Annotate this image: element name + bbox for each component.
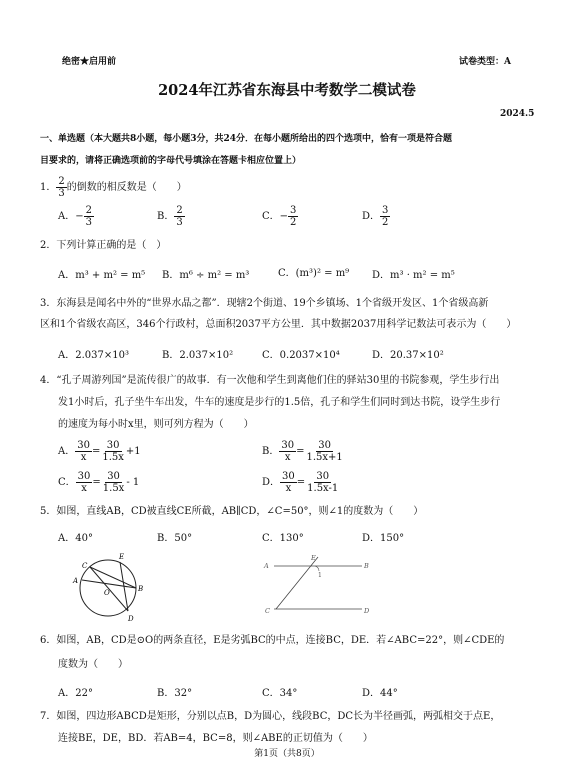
question-2 bbox=[40, 239, 166, 252]
q2-option-d[interactable] bbox=[372, 266, 455, 281]
page-title: 2024年江苏省东海县中考数学二模试卷 bbox=[158, 82, 416, 99]
q5-option-d[interactable] bbox=[362, 529, 404, 544]
option-label: A． bbox=[58, 688, 76, 699]
question-number: 5． bbox=[40, 506, 57, 517]
fraction-denominator: x bbox=[80, 452, 87, 463]
angle-arc bbox=[315, 566, 319, 571]
option-sign: − bbox=[75, 211, 84, 222]
question-3-cont: 区和1个省级农高区，346个行政村，总面积2037平方公里．其中数据2037用科学记数法可表示为（ ） bbox=[40, 319, 517, 330]
question-7 bbox=[40, 710, 500, 723]
option-text: 50° bbox=[174, 533, 193, 544]
option-expression: m³ · m² = m⁵ bbox=[390, 270, 455, 281]
question-4-line3: 的速度为每小时x里，则可列方程为（ ） bbox=[58, 419, 254, 430]
fraction bbox=[279, 440, 296, 463]
label-c: C bbox=[265, 607, 270, 615]
option-tail: - 1 bbox=[126, 477, 140, 488]
q4-option-b[interactable] bbox=[262, 440, 345, 463]
q6-option-a[interactable] bbox=[58, 684, 93, 699]
option-expression: m⁶ ÷ m² = m³ bbox=[179, 270, 250, 281]
fraction-numerator: 30 bbox=[282, 471, 295, 482]
option-label: B． bbox=[157, 688, 175, 699]
option-text: 150° bbox=[380, 533, 405, 544]
option-tail: +1 bbox=[125, 446, 141, 457]
option-label: C． bbox=[278, 268, 296, 279]
fraction-denominator: 1.5x+1 bbox=[306, 452, 343, 463]
fraction-denominator: 2 bbox=[382, 217, 389, 228]
q5-option-c[interactable] bbox=[262, 529, 304, 544]
fraction bbox=[288, 205, 298, 228]
option-text: 40° bbox=[75, 533, 93, 544]
q2-option-b[interactable] bbox=[162, 266, 249, 281]
fraction bbox=[76, 471, 93, 494]
fraction bbox=[100, 440, 126, 463]
option-label: A． bbox=[58, 533, 76, 544]
option-label: B． bbox=[162, 270, 180, 281]
label-b: B bbox=[364, 562, 369, 570]
label-angle-1: 1 bbox=[318, 572, 322, 579]
fraction bbox=[101, 471, 127, 494]
option-label: C． bbox=[262, 211, 280, 222]
option-expression: 20.37×10² bbox=[390, 350, 444, 361]
question-number: 6． bbox=[40, 635, 57, 646]
question-text-line1: “孔子周游列国”是流传很广的故事．有一次他和学生到离他们住的驿站30里的书院参观，学生步行出 bbox=[56, 375, 500, 386]
option-text: 34° bbox=[279, 688, 298, 699]
question-text: 的倒数的相反数是（ ） bbox=[66, 182, 187, 193]
page-footer: 第1页（共8页） bbox=[254, 749, 320, 759]
fraction-denominator: 2 bbox=[290, 217, 297, 228]
section-instructions-line1: 一、单选题（本大题共8小题，每小题3分，共24分．在每小题所给出的四个选项中，恰有一项是符合题 bbox=[40, 134, 453, 144]
fraction bbox=[75, 440, 92, 463]
question-3 bbox=[40, 297, 488, 310]
confidential-label: 绝密★启用前 bbox=[62, 57, 117, 67]
fraction bbox=[56, 176, 66, 199]
fraction-numerator: 30 bbox=[77, 471, 91, 482]
fraction-denominator: 1.5x bbox=[102, 483, 125, 494]
q6-option-b[interactable] bbox=[157, 684, 192, 699]
question-number: 2． bbox=[40, 240, 57, 251]
line-ce bbox=[276, 557, 318, 609]
fraction-numerator: 30 bbox=[107, 471, 120, 482]
question-4 bbox=[40, 374, 499, 387]
option-label: B． bbox=[162, 350, 180, 361]
question-text-line1: 东海县是闻名中外的“世界水晶之都”．现辖2个街道、19个乡镇场、1个省级开发区、1个省级高新 bbox=[56, 298, 489, 309]
fraction-denominator: 3 bbox=[176, 217, 183, 228]
option-label: C． bbox=[262, 533, 280, 544]
label-o: O bbox=[104, 589, 110, 597]
section-instructions-line2: 目要求的，请将正确选项前的字母代号填涂在答题卡相应位置上） bbox=[40, 156, 302, 166]
equals-sign: = bbox=[296, 477, 306, 488]
label-b: B bbox=[138, 585, 144, 593]
q6-option-d[interactable] bbox=[362, 684, 398, 699]
question-7-line2: 连接BE，DE，BD．若AB=4，BC=8，则∠ABE的正切值为（ ） bbox=[58, 733, 373, 744]
option-expression: 2.037×10³ bbox=[75, 350, 129, 361]
label-e: E bbox=[119, 553, 125, 561]
option-label: D． bbox=[362, 688, 381, 699]
fraction-numerator: 30 bbox=[281, 440, 295, 451]
fraction bbox=[380, 205, 390, 228]
option-label: B． bbox=[262, 446, 280, 457]
option-sign: − bbox=[279, 211, 289, 222]
option-text: 32° bbox=[174, 688, 193, 699]
q2-option-a[interactable] bbox=[58, 266, 145, 281]
option-expression: 2.037×10² bbox=[179, 350, 234, 361]
label-a: A bbox=[73, 577, 79, 585]
label-d: D bbox=[364, 607, 370, 615]
q1-option-b[interactable] bbox=[157, 205, 185, 228]
equals-sign: = bbox=[296, 446, 305, 457]
equals-sign: = bbox=[92, 477, 101, 488]
option-label: B． bbox=[157, 533, 175, 544]
fraction-denominator: 1.5x bbox=[102, 452, 124, 463]
option-expression: (m³)² = m⁹ bbox=[295, 268, 350, 279]
option-expression: m³ + m² = m⁵ bbox=[75, 270, 146, 281]
option-label: B． bbox=[157, 211, 175, 222]
label-e: E bbox=[311, 554, 316, 562]
q2-option-c[interactable] bbox=[278, 264, 349, 279]
q3-option-a[interactable] bbox=[58, 346, 129, 361]
q1-option-c[interactable] bbox=[262, 205, 298, 228]
fraction-numerator: 2 bbox=[176, 205, 183, 216]
circle-figure bbox=[70, 550, 160, 625]
fraction-denominator: 1.5x-1 bbox=[307, 483, 339, 494]
fraction-numerator: 2 bbox=[58, 176, 65, 187]
option-label: D． bbox=[262, 477, 281, 488]
q5-option-a[interactable] bbox=[58, 529, 93, 544]
paper-type-label: 试卷类型：A bbox=[459, 57, 511, 67]
fraction-denominator: 3 bbox=[85, 217, 92, 228]
fraction bbox=[304, 440, 344, 463]
q3-option-d[interactable] bbox=[372, 346, 444, 361]
fraction bbox=[280, 471, 297, 494]
option-label: D． bbox=[362, 211, 381, 222]
question-number: 4． bbox=[40, 375, 57, 386]
fraction-denominator: 3 bbox=[58, 188, 65, 199]
equals-sign: = bbox=[91, 446, 101, 457]
question-6 bbox=[40, 634, 504, 647]
option-label: A． bbox=[58, 350, 76, 361]
fraction bbox=[305, 471, 340, 494]
fraction-denominator: x bbox=[285, 483, 292, 494]
option-label: C． bbox=[58, 477, 76, 488]
option-label: D． bbox=[362, 533, 381, 544]
option-text: 22° bbox=[75, 688, 93, 699]
q1-option-a[interactable] bbox=[58, 205, 94, 228]
option-label: C． bbox=[262, 350, 280, 361]
fraction bbox=[84, 205, 94, 228]
q4-option-a[interactable] bbox=[58, 440, 141, 463]
label-a: A bbox=[264, 562, 269, 570]
option-text: 130° bbox=[279, 533, 304, 544]
fraction bbox=[174, 205, 184, 228]
fraction-numerator: 30 bbox=[106, 440, 120, 451]
fraction-numerator: 30 bbox=[318, 440, 331, 451]
q5-option-b[interactable] bbox=[157, 529, 192, 544]
question-5 bbox=[40, 505, 423, 518]
option-label: A． bbox=[58, 211, 76, 222]
option-label: A． bbox=[58, 270, 76, 281]
exam-date: 2024.5 bbox=[500, 109, 535, 119]
question-number: 1． bbox=[40, 182, 57, 193]
label-c: C bbox=[82, 562, 88, 570]
option-label: D． bbox=[372, 270, 391, 281]
question-text-line1: 如图，四边形ABCD是矩形，分别以点B，D为圆心，线段BC，DC长为半径画弧，两弧相交于点E， bbox=[56, 711, 501, 722]
fraction-numerator: 3 bbox=[382, 205, 389, 216]
fraction-numerator: 2 bbox=[85, 205, 92, 216]
option-label: A． bbox=[58, 446, 76, 457]
q4-option-d[interactable] bbox=[262, 471, 340, 494]
question-4-line2: 发1小时后，孔子坐牛车出发，牛车的速度是步行的1.5倍，孔子和学生们同时到达书院，设学生步行 bbox=[58, 397, 501, 408]
q3-option-c[interactable] bbox=[262, 346, 340, 361]
question-text-line1: 如图，AB，CD是⊙O的两条直径，E是劣弧BC的中点，连接BC，DE．若∠ABC=22°，则∠CDE的 bbox=[56, 635, 505, 646]
option-label: D． bbox=[372, 350, 391, 361]
fraction-numerator: 3 bbox=[290, 205, 297, 216]
parallel-lines-figure bbox=[262, 552, 372, 617]
q4-option-c[interactable] bbox=[58, 471, 139, 494]
question-text: 下列计算正确的是（ ） bbox=[56, 240, 167, 251]
question-1 bbox=[40, 176, 187, 199]
option-text: 44° bbox=[380, 688, 398, 699]
question-number: 3． bbox=[40, 298, 57, 309]
q1-option-d[interactable] bbox=[362, 205, 390, 228]
option-expression: 0.2037×10⁴ bbox=[279, 350, 340, 361]
fraction-numerator: 30 bbox=[316, 471, 330, 482]
option-label: C． bbox=[262, 688, 280, 699]
fraction-numerator: 30 bbox=[77, 440, 90, 451]
fraction-denominator: x bbox=[284, 452, 291, 463]
q3-option-b[interactable] bbox=[162, 346, 233, 361]
label-d: D bbox=[128, 615, 134, 623]
question-6-line2: 度数为（ ） bbox=[58, 659, 128, 670]
fraction-denominator: x bbox=[81, 483, 87, 494]
question-text: 如图，直线AB，CD被直线CE所截，AB∥CD，∠C=50°，则∠1的度数为（ ） bbox=[56, 506, 424, 517]
question-number: 7． bbox=[40, 711, 57, 722]
q6-option-c[interactable] bbox=[262, 684, 297, 699]
